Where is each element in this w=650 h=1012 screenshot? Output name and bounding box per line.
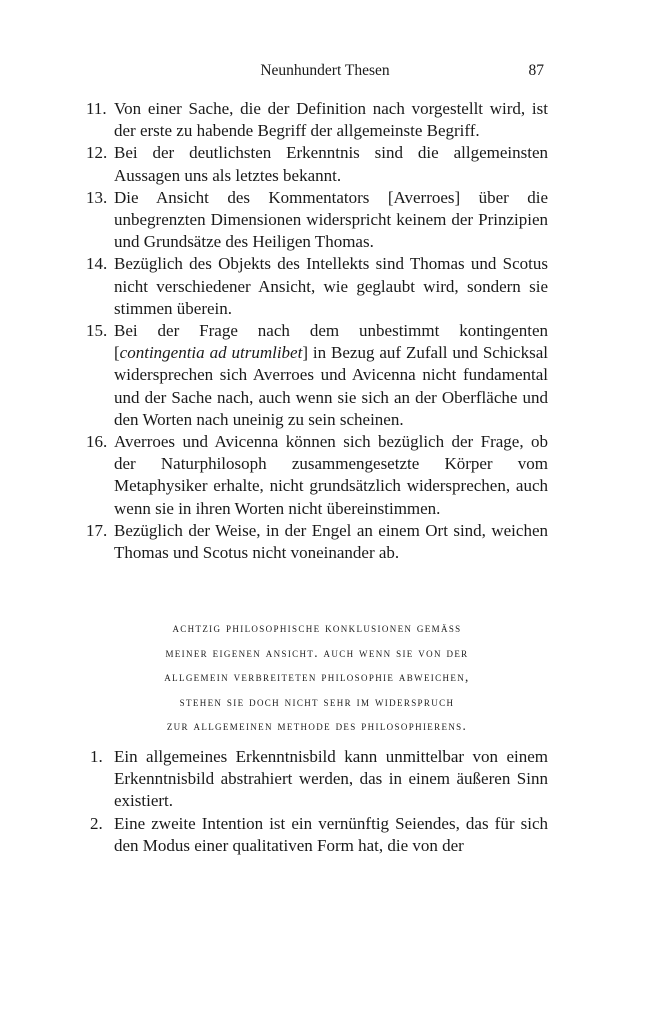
section-heading-line: achtzig philosophische konklusionen gemäss [172,620,462,635]
thesis-text: Bezüglich der Weise, in der Engel an einem Ort sind, weichen Thomas und Scotus nicht voneinander ab. [114,520,548,563]
thesis-number: 11. [86,99,107,118]
theses-list-first [86,98,548,564]
page-number: 87 [528,62,544,79]
thesis-text: Bei der deutlichsten Erkenntnis sind die allgemeinsten Aussagen uns als letztes bekannt. [114,143,548,185]
thesis-text: Die Ansicht des Kommentators [Averroes] über die unbegrenzten Dimensionen widerspricht keinem der Prinzipien und Grundsätze des Heiligen Thomas. [114,187,548,252]
thesis-11 [86,98,548,142]
conclusion-1 [86,746,548,813]
section-heading [86,616,548,739]
thesis-number: 2. [90,813,103,833]
thesis-text-before: Bei der Frage nach dem unbestimmt kontingenten [ [114,321,548,363]
thesis-number: 15. [86,321,108,341]
thesis-text-after: ] in Bezug auf Zufall und Schicksal widersprechen sich Averroes und Avicenna nicht fundamental und der Sache nach, auch wenn sie sich an der Oberfläche und den Worten nach uneinig zu sein scheinen. [114,343,548,429]
thesis-text: Eine zweite Intention ist ein vernünftig Seiendes, das für sich den Modus einer qualitativen Form hat, die von der [114,813,548,855]
latin-term: contingentia ad utrumlibet [119,343,303,363]
conclusion-2 [86,813,548,857]
thesis-number: 14. [86,254,108,274]
section-heading-line: stehen sie doch nicht sehr im widerspruch [179,693,455,709]
thesis-13 [86,187,548,254]
thesis-number: 17. [86,520,108,540]
thesis-text: Ein allgemeines Erkenntnisbild kann unmittelbar von einem Erkenntnisbild abstrahiert werden, das in einem äußeren Sinn existiert. [114,747,548,811]
section-heading-line: allgemein verbreiteten philosophie abweichen, [164,669,470,685]
thesis-16 [86,431,548,520]
thesis-text: Von einer Sache, die der Definition nach vorgestellt wird, ist der erste zu habende Begriff der allgemeinste Begriff. [114,99,548,141]
thesis-14 [86,253,548,320]
section-heading-line: zur allgemeinen methode des philosophierens. [166,718,468,734]
thesis-number: 16. [86,432,108,452]
thesis-number: 13. [86,187,108,207]
page-header [0,62,650,84]
section-heading-line: meiner eigenen ansicht. auch wenn sie von der [165,644,469,660]
thesis-text: Bezüglich des Objekts des Intellekts sind Thomas und Scotus nicht verschiedener Ansicht, wie geglaubt wird, sondern sie stimmen überein. [114,254,548,318]
thesis-text: Averroes und Avicenna können sich bezüglich der Frage, ob der Naturphilosoph zusammengesetzte Körper vom Metaphysiker erhalte, nicht grundsätzlich widersprechen, auch wenn sie in ihren Worten nicht übereinstimmen. [114,432,548,518]
running-title: Neunhundert Thesen [260,62,390,79]
thesis-number: 1. [90,747,103,766]
thesis-number: 12. [86,143,108,163]
thesis-12 [86,142,548,186]
thesis-17 [86,520,548,564]
thesis-15 [86,320,548,431]
theses-list-second [86,746,548,857]
